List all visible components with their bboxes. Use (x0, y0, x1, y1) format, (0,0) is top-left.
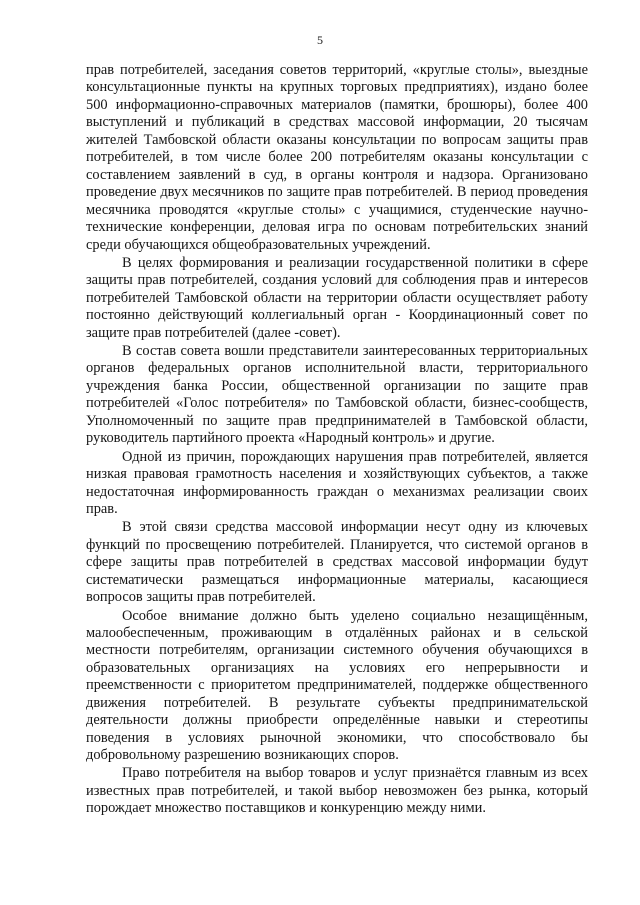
paragraph-right-to-choose: Право потребителя на выбор товаров и услуг признаётся главным из всех известных прав потребителей, и такой выбор невозможен без рынка, который порождает множество поставщиков и конкуренцию между ними. (86, 765, 588, 817)
paragraph-coordination-council: В целях формирования и реализации государственной политики в сфере защиты прав потребителей, создания условий для соблюдения прав и интересов потребителей Тамбовской области на территории области осуществляет работу постоянно действующий коллегиальный орган - Координационный совет по защите прав потребителей (далее -совет). (86, 254, 588, 341)
paragraph-violation-causes: Одной из причин, порождающих нарушения прав потребителей, является низкая правовая грамотность населения и хозяйствующих субъектов, а также недостаточная информированность граждан о механизмах реализации своих прав. (86, 448, 588, 517)
paragraph-mass-media: В этой связи средства массовой информации несут одну из ключевых функций по просвещению потребителей. Планируется, что системой органов в сфере защиты прав потребителей в средствах массовой информации будут систематически размещаться информационные материалы, касающиеся вопросов защиты прав потребителей. (86, 519, 588, 606)
paragraph-council-members: В состав совета вошли представители заинтересованных территориальных органов федеральных органов исполнительной власти, территориального учреждения банка России, общественной организации по защите прав потребителей «Голос потребителя» по Тамбовской области, бизнес-сообществ, Уполномоченный по защите прав предпринимателей в Тамбовской области, руководитель партийного проекта «Народный контроль» и другие. (86, 343, 588, 447)
paragraph-special-attention: Особое внимание должно быть уделено социально незащищённым, малообеспеченным, проживающим в отдалённых районах и в сельской местности потребителям, организации системного обучения обучающихся в образовательных организациях на условиях его непрерывности и преемственности с приоритетом предпринимателей, поддержке общественного движения потребителей. В результате субъекты предпринимательской деятельности должны приобрести определённые навыки и стереотипы поведения в условиях рыночной экономики, что способствовало бы добровольному разрешению возникающих споров. (86, 607, 588, 764)
page-number: 5 (317, 33, 323, 47)
paragraph-continuation: прав потребителей, заседания советов территорий, «круглые столы», выездные консультационные пункты на крупных торговых предприятиях), издано более 500 информационно-справочных материалов (памятки, брошюры), более 400 выступлений и публикаций в средствах массовой информации, 20 тысячам жителей Тамбовской области оказаны консультации по вопросам защиты прав потребителей, в том числе более 200 потребителям оказаны консультации с составлением заявлений в суд, в органы контроля и надзора. Организовано проведение двух месячников по защите прав потребителей. В период проведения месячника проводятся «круглые столы» с учащимися, студенческие научно-технические конференции, деловая игра по основам потребительских знаний среди обучающихся общеобразовательных учреждений. (86, 62, 588, 253)
document-body (86, 62, 588, 818)
